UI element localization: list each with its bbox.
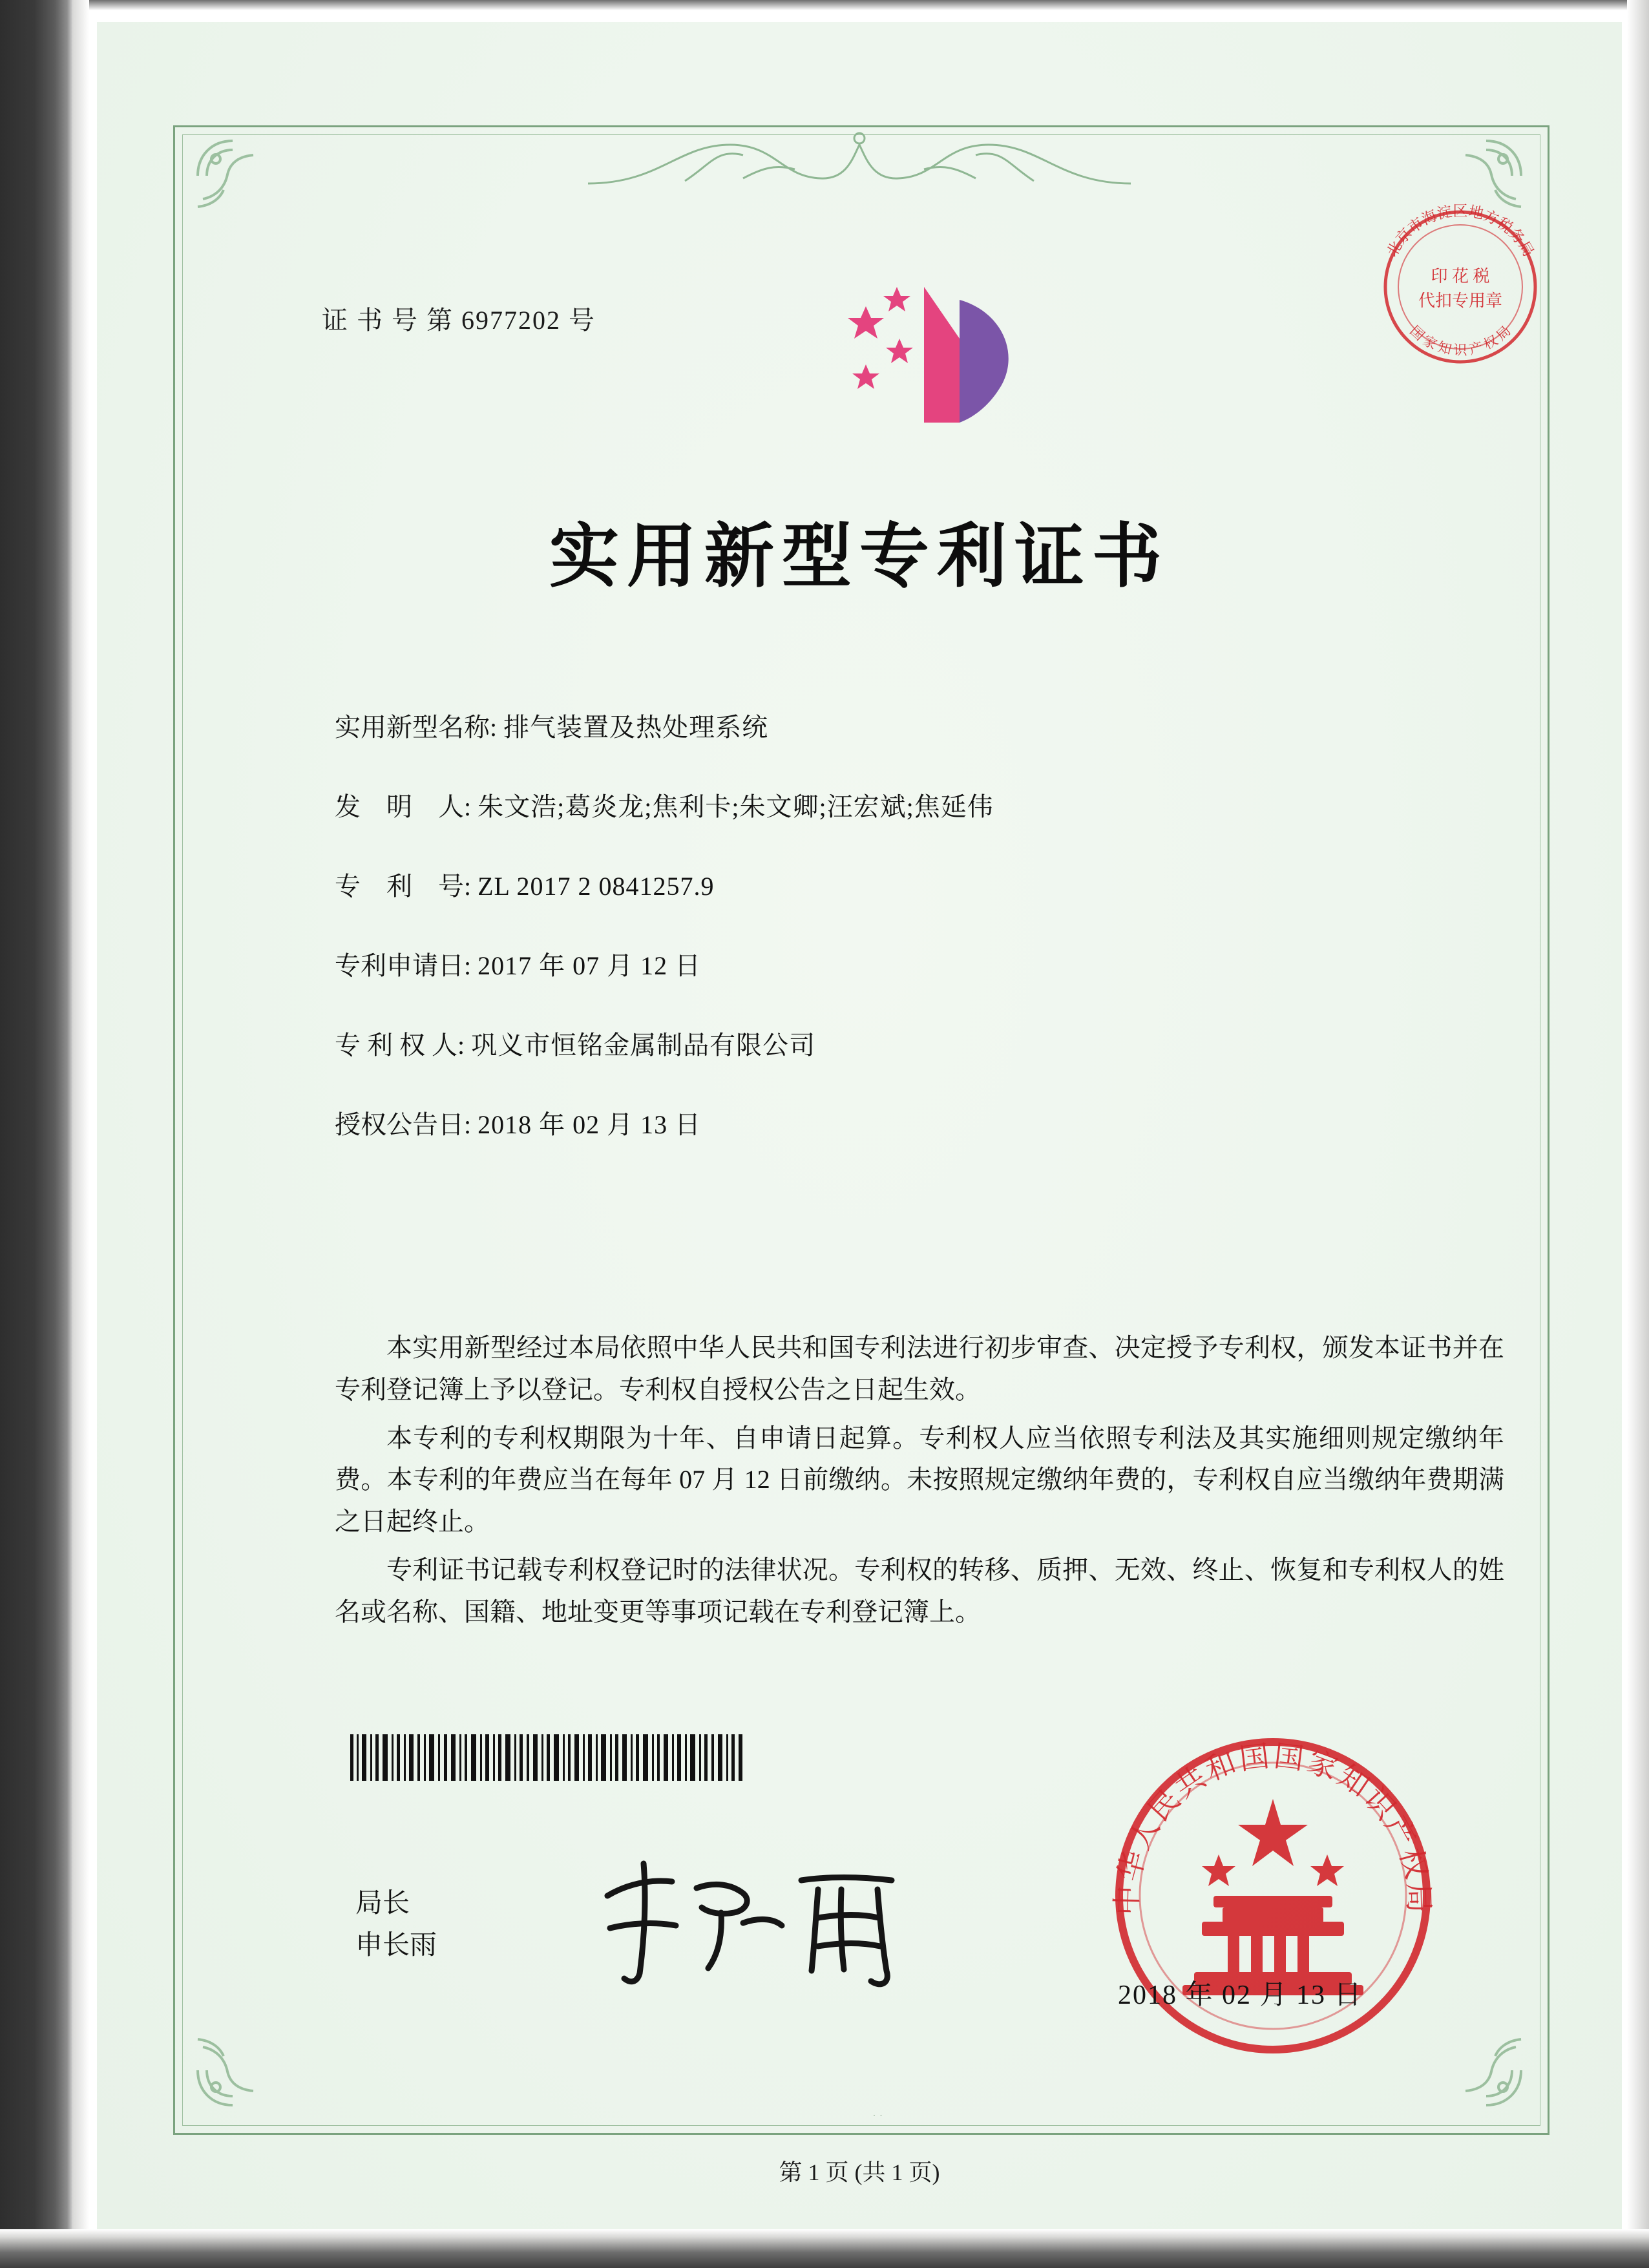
field-row [335, 945, 1498, 982]
cnipa-logo-icon [827, 261, 1040, 436]
field-value: 朱文浩;葛炎龙;焦利卡;朱文卿;汪宏斌;焦延伟 [478, 792, 994, 821]
page-footer: 第 1 页 (共 1 页) [779, 2159, 940, 2185]
field-value: 2017 年 07 月 12 日 [478, 951, 702, 980]
certificate-sheet [97, 22, 1622, 2232]
field-row [335, 1025, 1498, 1062]
tax-stamp-icon [1363, 190, 1557, 384]
handwritten-signature [588, 1851, 950, 1993]
scan-edge-left-inner [72, 0, 89, 2268]
signature-name: 申长雨 [355, 1931, 437, 1961]
field-row [335, 786, 1498, 823]
legal-paragraphs [335, 1327, 1504, 1640]
svg-text:北京市海淀区地方税务局: 北京市海淀区地方税务局 [1383, 203, 1537, 260]
svg-text:印 花 税: 印 花 税 [1431, 267, 1490, 286]
scan-edge-left [0, 0, 76, 2268]
seal-date: 2018 年 02 月 13 日 [1118, 1980, 1363, 2010]
barcode [349, 1734, 750, 1781]
svg-text:国 家 知 识 产 权 局: 国 家 知 识 产 权 局 [1407, 322, 1514, 358]
paragraph: 本实用新型经过本局依照中华人民共和国专利法进行初步审查、决定授予专利权，颁发本证书并在专利登记簿上予以登记。专利权自授权公告之日起生效。 [335, 1333, 1504, 1404]
field-list [335, 707, 1498, 1184]
field-row [335, 866, 1498, 903]
paragraph: 本专利的专利权期限为十年、自申请日起算。专利权人应当依照专利法及其实施细则规定缴纳年费。本专利的年费应当在每年 07 月 12 日前缴纳。未按照规定缴纳年费的，专利权自应当缴纳年费期满之日起终止。 [335, 1423, 1504, 1537]
field-value: 2018 年 02 月 13 日 [478, 1110, 702, 1139]
signature-block [355, 1883, 437, 1967]
field-label: 实用新型名称: [335, 713, 498, 742]
svg-text:中华人民共和国国家知识产权局: 中华人民共和国国家知识产权局 [1110, 1739, 1436, 1916]
field-label: 专利申请日: [335, 951, 472, 980]
field-value: ZL 2017 2 0841257.9 [478, 872, 715, 901]
scan-edge-top [0, 0, 1649, 10]
signature-role: 局长 [355, 1889, 410, 1918]
field-value: 排气装置及热处理系统 [503, 713, 769, 742]
field-label: 专 利 号: [335, 872, 472, 901]
field-label: 发 明 人: [335, 792, 472, 821]
scan-artifact: · · [872, 2109, 883, 2122]
svg-text:代扣专用章: 代扣专用章 [1418, 291, 1503, 310]
field-label: 授权公告日: [335, 1110, 472, 1139]
scan-edge-bottom [0, 2229, 1649, 2268]
paragraph: 专利证书记载专利权登记时的法律状况。专利权的转移、质押、无效、终止、恢复和专利权人的姓名或名称、国籍、地址变更等事项记载在专利登记簿上。 [335, 1555, 1504, 1626]
field-value: 巩义市恒铭金属制品有限公司 [471, 1031, 816, 1060]
field-row [335, 707, 1498, 744]
scan-edge-right [1627, 0, 1649, 2268]
official-seal [1105, 1728, 1441, 2064]
page-title: 实用新型专利证书 [549, 516, 1170, 597]
certificate-number: 证 书 号 第 6977202 号 [322, 306, 596, 335]
field-label: 专 利 权 人: [335, 1031, 465, 1060]
field-row [335, 1104, 1498, 1141]
